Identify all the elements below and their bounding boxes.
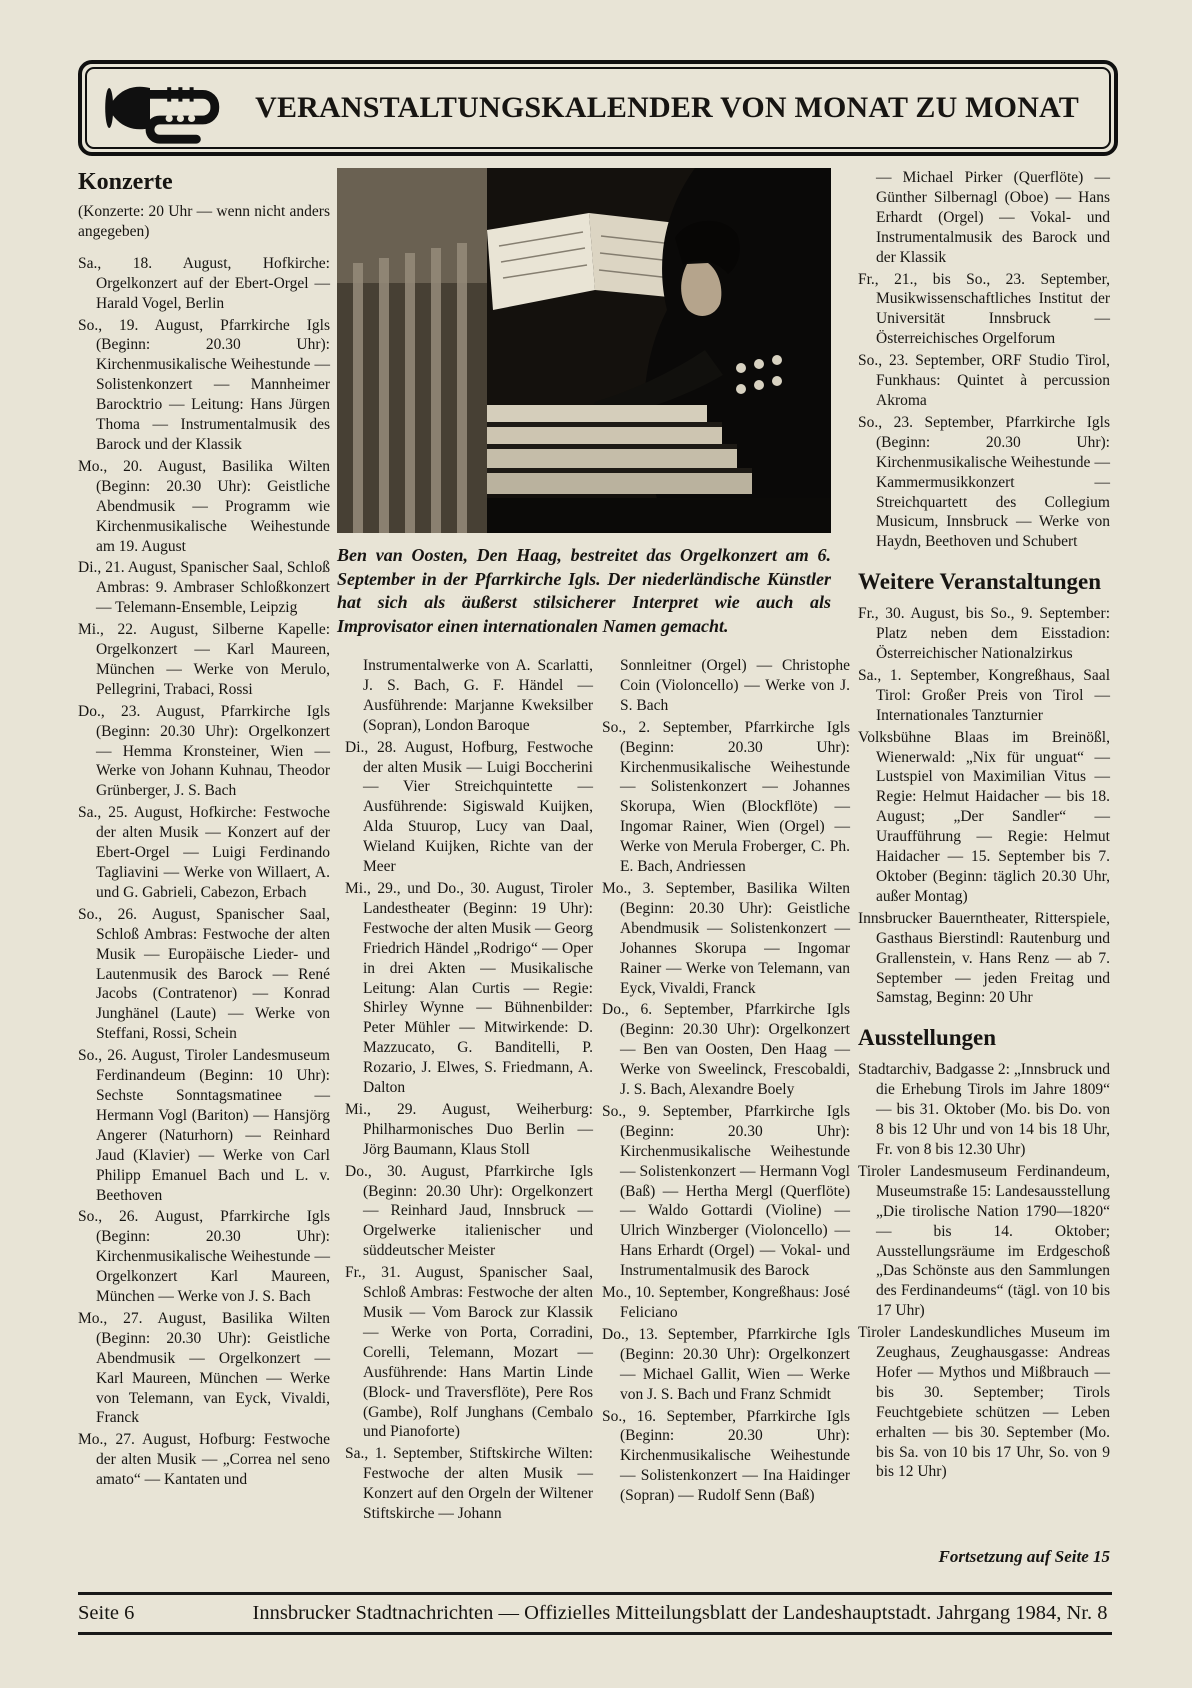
event-entry: Sa., 25. August, Hofkirche: Festwoche der alten Musik — Konzert auf der Ebert-Orgel — Luigi Ferdinando Tagliavini — Werke von Willaert, A. und G. Gabrieli, Cabezon, Erbach — [78, 804, 330, 901]
section-heading: Weitere Veranstaltungen — [858, 569, 1101, 595]
event-entry: Mi., 29. August, Weiherburg: Philharmonisches Duo Berlin — Jörg Baumann, Klaus Stoll — [345, 1100, 593, 1158]
event-entry: So., 23. September, ORF Studio Tirol, Funkhaus: Quintet à percussion Akroma — [858, 352, 1110, 409]
concerts-column-3 — [602, 656, 850, 1508]
event-entry: So., 26. August, Spanischer Saal, Schloß Ambras: Festwoche der alten Musik — Europäische Lieder- und Lautenmusik des Barock — René Jacobs (Contratenor) — Konrad Junghänel (Laute) — Werke von Steffani, Rossi, Schein — [78, 905, 330, 1043]
event-entry: Do., 13. September, Pfarrkirche Igls (Beginn: 20.30 Uhr): Orgelkonzert — Michael Gallit, Wien — Werke von J. S. Bach und Franz Schmidt — [602, 1325, 850, 1403]
event-entry: Di., 21. August, Spanischer Saal, Schloß Ambras: 9. Ambraser Schloßkonzert — Telemann-Ensemble, Leipzig — [78, 559, 330, 617]
event-entry: Mo., 27. August, Hofburg: Festwoche der alten Musik — „Correa nel seno amato“ — Kantaten und — [78, 1431, 330, 1489]
event-entry: Fr., 30. August, bis So., 9. September: Platz neben dem Eisstadion: Österreichischer Nationalzirkus — [858, 605, 1110, 663]
concerts-column-2 — [345, 656, 593, 1526]
event-entry: Volksbühne Blaas im Breinößl, Wienerwald: „Nix für unguat“ — Lustspiel von Maximilian Vitus — Regie: Helmut Haidacher — bis 18. August; „Der Sandler“ — Uraufführung — Regie: Helmut Haidacher — 15. September bis 7. Oktober (Beginn: täglich 20.30 Uhr, außer Montag) — [858, 728, 1110, 905]
event-entry: So., 19. August, Pfarrkirche Igls (Beginn: 20.30 Uhr): Kirchenmusikalische Weihestunde — Solistenkonzert — Mannheimer Barocktrio — Leitung: Hans Jürgen Thoma — Instrumentalmusik des Barock und der Klassik — [78, 316, 330, 453]
page-number: Seite 6 — [78, 1602, 135, 1624]
event-entry: Instrumentalwerke von A. Scarlatti, J. S. Bach, G. F. Händel — Ausführende: Marjanne Kweksilber (Sopran), London Baroque — [363, 657, 593, 734]
right-column — [858, 168, 1110, 1484]
event-entry: Fr., 31. August, Spanischer Saal, Schloß Ambras: Festwoche der alten Musik — Vom Barock zur Klassik — Werke von Porta, Corradini, Corelli, Telemann, Mozart — Ausführende: Hans Martin Linde (Block- und Traversflöte), Pere Ros (Gambe), Rolf Junghans (Cembalo und Pianoforte) — [345, 1264, 593, 1441]
event-entry: So., 16. September, Pfarrkirche Igls (Beginn: 20.30 Uhr): Kirchenmusikalische Weihestunde — Solistenkonzert — Ina Haidinger (Sopran) — Rudolf Senn (Baß) — [602, 1407, 850, 1505]
section-title: VERANSTALTUNGSKALENDER VON MONAT ZU MONAT — [255, 91, 1079, 124]
event-entry: — Michael Pirker (Querflöte) — Günther Silbernagl (Oboe) — Hans Erhardt (Orgel) — Vokal- und Instrumentalmusik des Barock und der Klassik — [876, 169, 1110, 266]
page-footer — [78, 1592, 1112, 1635]
footer-masthead: Innsbrucker Stadtnachrichten — Offizielles Mitteilungsblatt der Landeshauptstadt. Jahrgang 1984, Nr. 8 — [252, 1602, 1108, 1624]
event-entry: Mi., 29., und Do., 30. August, Tiroler Landestheater (Beginn: 19 Uhr): Festwoche der alten Musik — Georg Friedrich Händel „Rodrigo“ — Oper in drei Akten — Musikalische Leitung: Alan Curtis — Regie: Shirley Wynne — Bühnenbilder: Peter Mühler — Mitwirkende: D. Mazzucato, G. Banditelli, P. Rozario, J. Elwes, S. Friedmann, A. Dalton — [345, 879, 593, 1097]
event-entry: Do., 6. September, Pfarrkirche Igls (Beginn: 20.30 Uhr): Orgelkonzert — Ben van Oosten, Den Haag — Werke von Sweelinck, Frescobaldi, J. S. Bach, Alexandre Boely — [602, 1001, 850, 1099]
organist-photo-image — [337, 168, 831, 533]
event-entry: Stadtarchiv, Badgasse 2: „Innsbruck und die Erhebung Tirols im Jahre 1809“ — bis 31. Oktober (Mo. bis Do. von 8 bis 12 Uhr und von 14 bis 18 Uhr, Fr. von 8 bis 12.30 Uhr) — [858, 1061, 1110, 1158]
event-entry: So., 26. August, Pfarrkirche Igls (Beginn: 20.30 Uhr): Kirchenmusikalische Weihestunde — Orgelkonzert Karl Maureen, München — Werke von J. S. Bach — [78, 1208, 330, 1306]
event-entry: Tiroler Landesmuseum Ferdinandeum, Museumstraße 15: Landesausstellung „Die tirolische Nation 1790—1820“ — bis 14. Oktober; Ausstellungsräume im Erdgeschoß „Das Schönste aus den Sammlungen des Ferdinandeums“ (tägl. von 10 bis 17 Uhr) — [858, 1162, 1110, 1320]
photo-caption: Ben van Oosten, Den Haag, bestreitet das Orgelkonzert am 6. September in der Pfarrkirche Igls. Der niederländische Künstler hat sich als äußerst stilsicherer Interpret wie auch als Improvisator einen internationalen Namen gemacht. — [337, 545, 831, 636]
event-entry: Sonnleitner (Orgel) — Christophe Coin (Violoncello) — Werke von J. S. Bach — [620, 657, 850, 714]
event-entry: So., 2. September, Pfarrkirche Igls (Beginn: 20.30 Uhr): Kirchenmusikalische Weihestunde — Solistenkonzert — Johannes Skorupa, Wien (Blockflöte) — Ingomar Rainer, Wien (Orgel) — Werke von Merula Froberger, C. Ph. E. Bach, Andriessen — [602, 718, 850, 876]
event-entry: Sa., 18. August, Hofkirche: Orgelkonzert auf der Ebert-Orgel — Harald Vogel, Berlin — [78, 254, 330, 312]
section-heading: Ausstellungen — [858, 1025, 997, 1051]
section-banner — [78, 60, 1118, 156]
event-entry: Do., 30. August, Pfarrkirche Igls (Beginn: 20.30 Uhr): Orgelkonzert — Reinhard Jaud, Innsbruck — Orgelwerke italienischer und süddeutscher Meister — [345, 1162, 593, 1260]
event-entry: So., 26. August, Tiroler Landesmuseum Ferdinandeum (Beginn: 10 Uhr): Sechste Sonntagsmatinee — Hermann Vogl (Bariton) — Hansjörg Angerer (Naturhorn) — Reinhard Jaud (Klavier) — Werke von Carl Philipp Emanuel Bach und L. v. Beethoven — [78, 1047, 330, 1204]
trumpet-icon — [98, 68, 226, 148]
event-entry: Di., 28. August, Hofburg, Festwoche der alten Musik — Luigi Boccherini — Vier Streichquintette — Ausführende: Sigiswald Kuijken, Alda Stuurop, Lucy van Daal, Wieland Kuijken, Richte van der Meer — [345, 738, 593, 876]
concerts-column-1 — [78, 168, 330, 1492]
event-entry: So., 9. September, Pfarrkirche Igls (Beginn: 20.30 Uhr): Kirchenmusikalische Weihestunde — Solistenkonzert — Hermann Vogl (Baß) — Hertha Mergl (Querflöte) — Waldo Gottardi (Violine) — Ulrich Winzberger (Violoncello) — Hans Erhardt (Orgel) — Vokal- und Instrumentalmusik des Barock — [602, 1102, 850, 1280]
event-entry: Tiroler Landeskundliches Museum im Zeughaus, Zeughausgasse: Andreas Hofer — Mythos und Mißbrauch — bis 30. September; Tirols Feuchtgebiete schützen — Leben erhalten — bis 30. September (Mo. bis Sa. von 10 bis 17 Uhr, So. von 9 bis 12 Uhr) — [858, 1324, 1110, 1481]
organist-photo — [337, 168, 831, 533]
event-entry: Innsbrucker Bauerntheater, Ritterspiele, Gasthaus Bierstindl: Rautenburg und Grallenstein, v. Hans Renz — ab 7. September — jeden Freitag und Samstag, Beginn: 20 Uhr — [858, 909, 1110, 1007]
event-entry: Sa., 1. September, Kongreßhaus, Saal Tirol: Großer Preis von Tirol — Internationales Tanzturnier — [858, 666, 1110, 724]
concerts-list-1 — [78, 254, 330, 1490]
event-entry: Mi., 22. August, Silberne Kapelle: Orgelkonzert — Karl Maureen, München — Werke von Merulo, Pellegrini, Trabaci, Rossi — [78, 621, 330, 698]
event-entry: Sa., 1. September, Stiftskirche Wilten: Festwoche der alten Musik — Konzert auf den Orgeln der Wiltener Stiftskirche — Johann — [345, 1445, 593, 1523]
konzerte-heading: Konzerte — [78, 169, 173, 195]
continuation-note: Fortsetzung auf Seite 15 — [938, 1547, 1110, 1566]
section-banner-inner — [82, 64, 1114, 152]
event-entry: Mo., 27. August, Basilika Wilten (Beginn: 20.30 Uhr): Geistliche Abendmusik — Orgelkonzert — Karl Maureen, München — Werke von Telemann, van Eyck, Vivaldi, Franck — [78, 1309, 330, 1427]
event-entry: Mo., 20. August, Basilika Wilten (Beginn: 20.30 Uhr): Geistliche Abendmusik — Programm wie Kirchenmusikalische Weihestunde am 19. August — [78, 457, 330, 555]
event-entry: So., 23. September, Pfarrkirche Igls (Beginn: 20.30 Uhr): Kirchenmusikalische Weihestunde — Kammermusikkonzert — Streichquartett des Collegium Musicum, Innsbruck — Werke von Haydn, Beethoven und Schubert — [858, 413, 1110, 551]
event-entry: Mo., 10. September, Kongreßhaus: José Feliciano — [602, 1284, 850, 1321]
event-entry: Mo., 3. September, Basilika Wilten (Beginn: 20.30 Uhr): Geistliche Abendmusik — Solistenkonzert — Johannes Skorupa — Ingomar Rainer — Werke von Telemann, van Eyck, Vivaldi, Franck — [602, 879, 850, 997]
event-entry: Do., 23. August, Pfarrkirche Igls (Beginn: 20.30 Uhr): Orgelkonzert — Hemma Kronsteiner, Wien — Werke von Johann Kuhnau, Theodor Grünberger, J. S. Bach — [78, 702, 330, 800]
event-entry: Fr., 21., bis So., 23. September, Musikwissenschaftliches Institut der Universität Innsbruck — Österreichisches Orgelforum — [858, 270, 1110, 348]
konzerte-note: (Konzerte: 20 Uhr — wenn nicht anders angegeben) — [78, 203, 330, 240]
